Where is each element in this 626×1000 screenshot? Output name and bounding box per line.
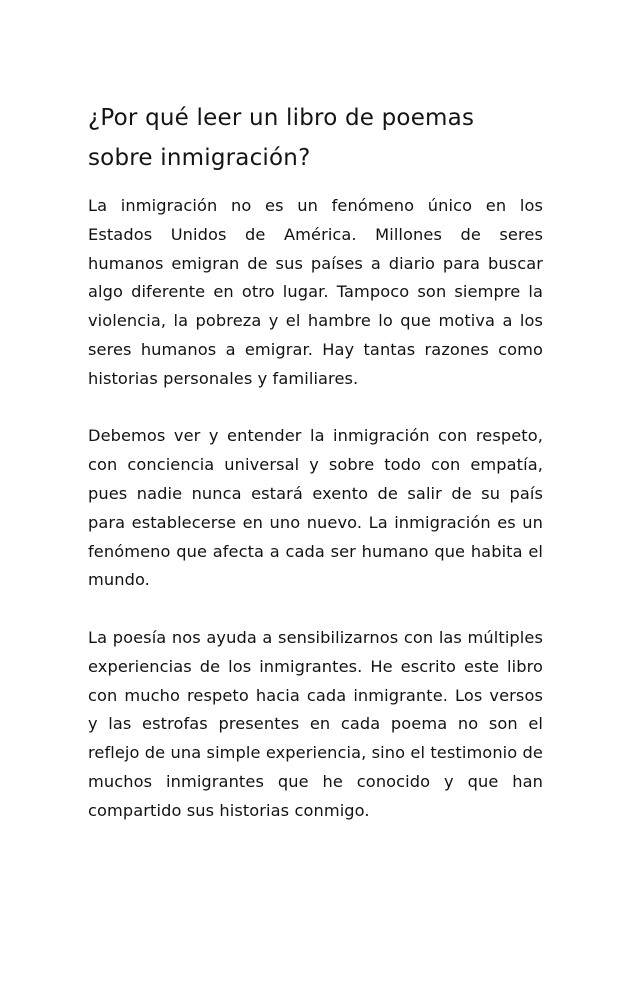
paragraph-2: Debemos ver y entender la inmigración con respeto, con conciencia universal y sobre todo con empatía, pues nadie nunca estará exento de salir de su país para establecerse en uno nuevo. La inmigración es un fenómeno que afecta a cada ser humano que habita el mundo. — [88, 426, 543, 590]
document-page — [88, 98, 543, 826]
paragraph-1: La inmigración no es un fenómeno único en los Estados Unidos de América. Millones de seres humanos emigran de sus países a diario para buscar algo diferente en otro lugar. Tampoco son siempre la violencia, la pobreza y el hambre lo que motiva a los seres humanos a emigrar. Hay tantas razones como historias personales y familiares. — [88, 196, 543, 388]
paragraph-3: La poesía nos ayuda a sensibilizarnos con las múltiples experiencias de los inmigrantes. He escrito este libro con mucho respeto hacia cada inmigrante. Los versos y las estrofas presentes en cada poema no son el reflejo de una simple experiencia, sino el testimonio de muchos inmigrantes que he conocido y que han compartido sus historias conmigo. — [88, 627, 543, 820]
page-title: ¿Por qué leer un libro de poemas sobre inmigración? — [88, 105, 475, 171]
